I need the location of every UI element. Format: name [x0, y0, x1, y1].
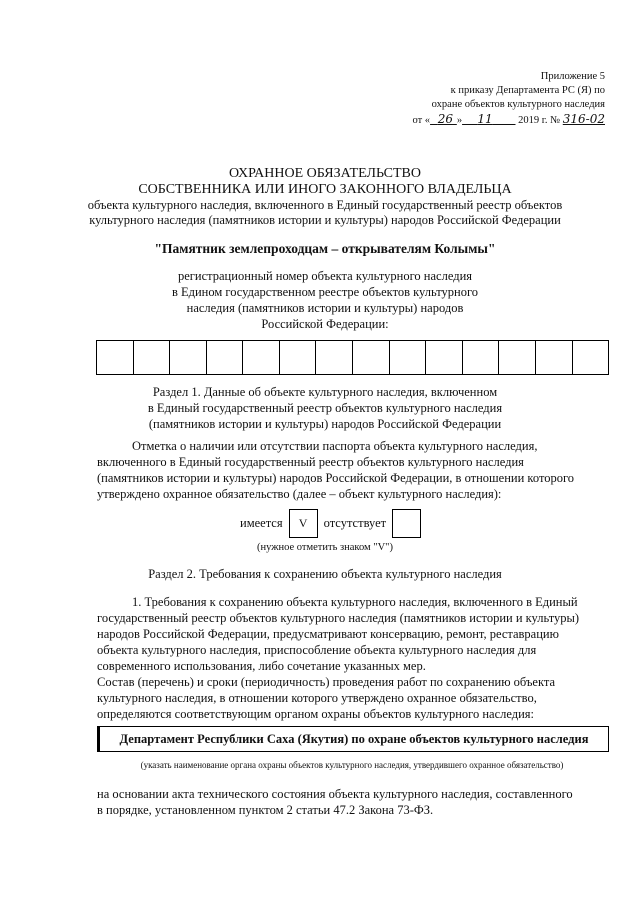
mark-note: (нужное отметить знаком "V"): [257, 542, 393, 553]
registration-line-3: наследия (памятников истории и культуры) народов: [186, 301, 464, 315]
requirements-paragraph: [97, 594, 607, 722]
date-day: 26: [437, 112, 453, 126]
section-1-heading: [60, 384, 590, 432]
authority-note: (указать наименование органа охраны объектов культурного наследия, утвердившего охранное обязательство): [140, 760, 564, 770]
subtitle-line-1: объекта культурного наследия, включенного в Единый государственный реестр объектов: [87, 198, 563, 212]
reg-digit-box[interactable]: [207, 341, 244, 374]
date-prefix: от «: [412, 115, 431, 126]
composition-line-2: культурного наследия, в отношении которого утверждено охранное обязательство,: [97, 691, 537, 705]
registration-line-4: Российской Федерации:: [261, 317, 389, 331]
requirements-line-1: 1. Требования к сохранению объекта культурного наследия, включенного в Единый: [132, 595, 578, 609]
requirements-line-5: современного использования, либо сочетание указанных мер.: [97, 659, 426, 673]
registration-line-1: регистрационный номер объекта культурного наследия: [177, 269, 473, 283]
present-checkbox[interactable]: V: [289, 509, 318, 538]
passport-line-2: включенного в Единый государственный реестр объектов культурного наследия: [97, 455, 524, 469]
section-2-heading: Раздел 2. Требования к сохранению объекта культурного наследия: [148, 567, 502, 581]
passport-line-4: утверждено охранное обязательство (далее – объект культурного наследия):: [97, 487, 502, 501]
basis-line-2: в порядке, установленном пунктом 2 статьи 47.2 Закона 73-ФЗ.: [97, 803, 434, 817]
requirements-line-4: объекта культурного наследия, приспособление объекта культурного наследия для: [97, 643, 537, 657]
date-year: 2019 г. №: [518, 115, 561, 126]
appendix-line-1: Приложение 5: [540, 71, 605, 82]
protection-authority-box[interactable]: Департамент Республики Саха (Якутия) по охране объектов культурного наследия: [97, 726, 609, 752]
reg-digit-box[interactable]: [536, 341, 573, 374]
date-month: 11: [477, 112, 493, 126]
registration-line-2: в Едином государственном реестре объектов культурного: [171, 285, 479, 299]
reg-digit-box[interactable]: [499, 341, 536, 374]
composition-line-1: Состав (перечень) и сроки (периодичность) проведения работ по сохранению объекта: [97, 675, 556, 689]
requirements-line-2: государственный реестр объектов культурного наследия (памятников истории и культуры): [97, 611, 580, 625]
registration-number-boxes[interactable]: [96, 340, 609, 375]
passport-line-3: (памятников истории и культуры) народов Российской Федерации, в отношении которого: [97, 471, 575, 485]
reg-digit-box[interactable]: [353, 341, 390, 374]
basis-line-1: на основании акта технического состояния объекта культурного наследия, составленного: [97, 787, 573, 801]
composition-line-3: определяются соответствующим органом охраны объектов культурного наследия:: [97, 707, 535, 721]
absent-checkbox[interactable]: [392, 509, 421, 538]
monument-name: "Памятник землепроходцам – открывателям Колымы": [154, 241, 496, 256]
requirements-line-3: народов Российской Федерации, предусматривают консервацию, ремонт, реставрацию: [97, 627, 559, 641]
reg-digit-box[interactable]: [97, 341, 134, 374]
section-1-line-2: в Единый государственный реестр объектов культурного наследия: [147, 401, 503, 415]
order-number: 316-02: [562, 112, 605, 126]
appendix-line-3: охране объектов культурного наследия: [431, 99, 605, 110]
appendix-header: [380, 70, 605, 128]
reg-digit-box[interactable]: [170, 341, 207, 374]
reg-digit-box[interactable]: [280, 341, 317, 374]
reg-digit-box[interactable]: [463, 341, 500, 374]
reg-digit-box[interactable]: [316, 341, 353, 374]
passport-mark-row: [240, 509, 427, 538]
document-subtitle: [60, 198, 590, 228]
passport-line-1: Отметка о наличии или отсутствии паспорта объекта культурного наследия,: [132, 439, 538, 453]
passport-paragraph: [97, 438, 607, 502]
document-title-line-1: ОХРАННОЕ ОБЯЗАТЕЛЬСТВО: [229, 166, 421, 181]
reg-digit-box[interactable]: [573, 341, 609, 374]
date-mid: »: [456, 115, 463, 126]
section-1-line-3: (памятников истории и культуры) народов Российской Федерации: [148, 417, 502, 431]
absent-label: отсутствует: [323, 516, 387, 530]
document-title-line-2: СОБСТВЕННИКА ИЛИ ИНОГО ЗАКОННОГО ВЛАДЕЛЬЦА: [138, 182, 512, 197]
appendix-date-line: [380, 112, 605, 128]
basis-paragraph: [97, 786, 607, 818]
registration-label: [60, 268, 590, 332]
reg-digit-box[interactable]: [390, 341, 427, 374]
appendix-line-2: к приказу Департамента РС (Я) по: [450, 85, 605, 96]
reg-digit-box[interactable]: [134, 341, 171, 374]
present-label: имеется: [240, 516, 283, 530]
section-1-line-1: Раздел 1. Данные об объекте культурного наследия, включенном: [152, 385, 498, 399]
reg-digit-box[interactable]: [426, 341, 463, 374]
subtitle-line-2: культурного наследия (памятников истории и культуры) народов Российской Федерации: [89, 213, 561, 227]
reg-digit-box[interactable]: [243, 341, 280, 374]
